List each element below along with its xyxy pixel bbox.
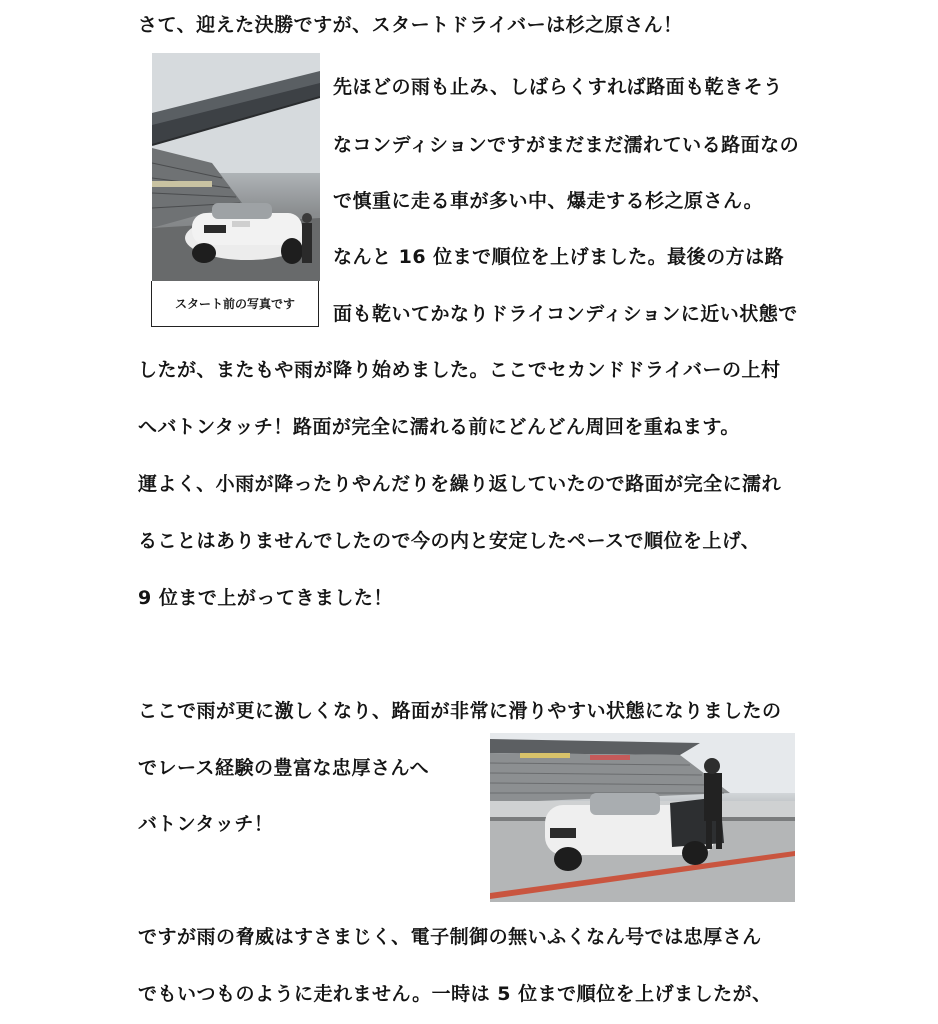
text-line: 運よく、小雨が降ったりやんだりを繰り返していたので路面が完全に濡れ [138, 473, 782, 495]
text-line: バトンタッチ！ [138, 813, 274, 835]
text-line: なんと 16 位まで順位を上げました。最後の方は路 [333, 246, 785, 268]
text-line: 9 位まで上がってきました！ [138, 587, 393, 609]
pit-stop-photo [490, 733, 795, 902]
text-line: なコンディションですがまだまだ濡れている路面なの [333, 134, 800, 156]
photo-caption: スタート前の写真です [151, 281, 319, 327]
text-line: ここで雨が更に激しくなり、路面が非常に滑りやすい状態になりましたの [138, 700, 782, 722]
text-line: でレース経験の豊富な忠厚さんへ [138, 757, 430, 779]
text-line: ることはありませんでしたので今の内と安定したペースで順位を上げ、 [138, 530, 761, 552]
start-photo [152, 53, 320, 281]
text-line: ですが雨の脅威はすさまじく、電子制御の無いふくなん号では忠厚さん [138, 926, 762, 948]
text-line: でもいつものように走れません。一時は 5 位まで順位を上げましたが、 [138, 983, 772, 1005]
start-photo-illustration [152, 53, 320, 281]
pit-stop-photo-illustration [490, 733, 795, 902]
text-line: へバトンタッチ！路面が完全に濡れる前にどんどん周回を重ねます。 [138, 416, 740, 438]
text-line: 先ほどの雨も止み、しばらくすれば路面も乾きそう [333, 76, 783, 98]
text-line: 面も乾いてかなりドライコンディションに近い状態で [333, 303, 798, 325]
text-line: さて、迎えた決勝ですが、スタートドライバーは杉之原さん！ [138, 14, 683, 36]
text-line: で慎重に走る車が多い中、爆走する杉之原さん。 [333, 190, 764, 212]
text-line: したが、またもや雨が降り始めました。ここでセカンドドライバーの上村 [138, 359, 781, 381]
